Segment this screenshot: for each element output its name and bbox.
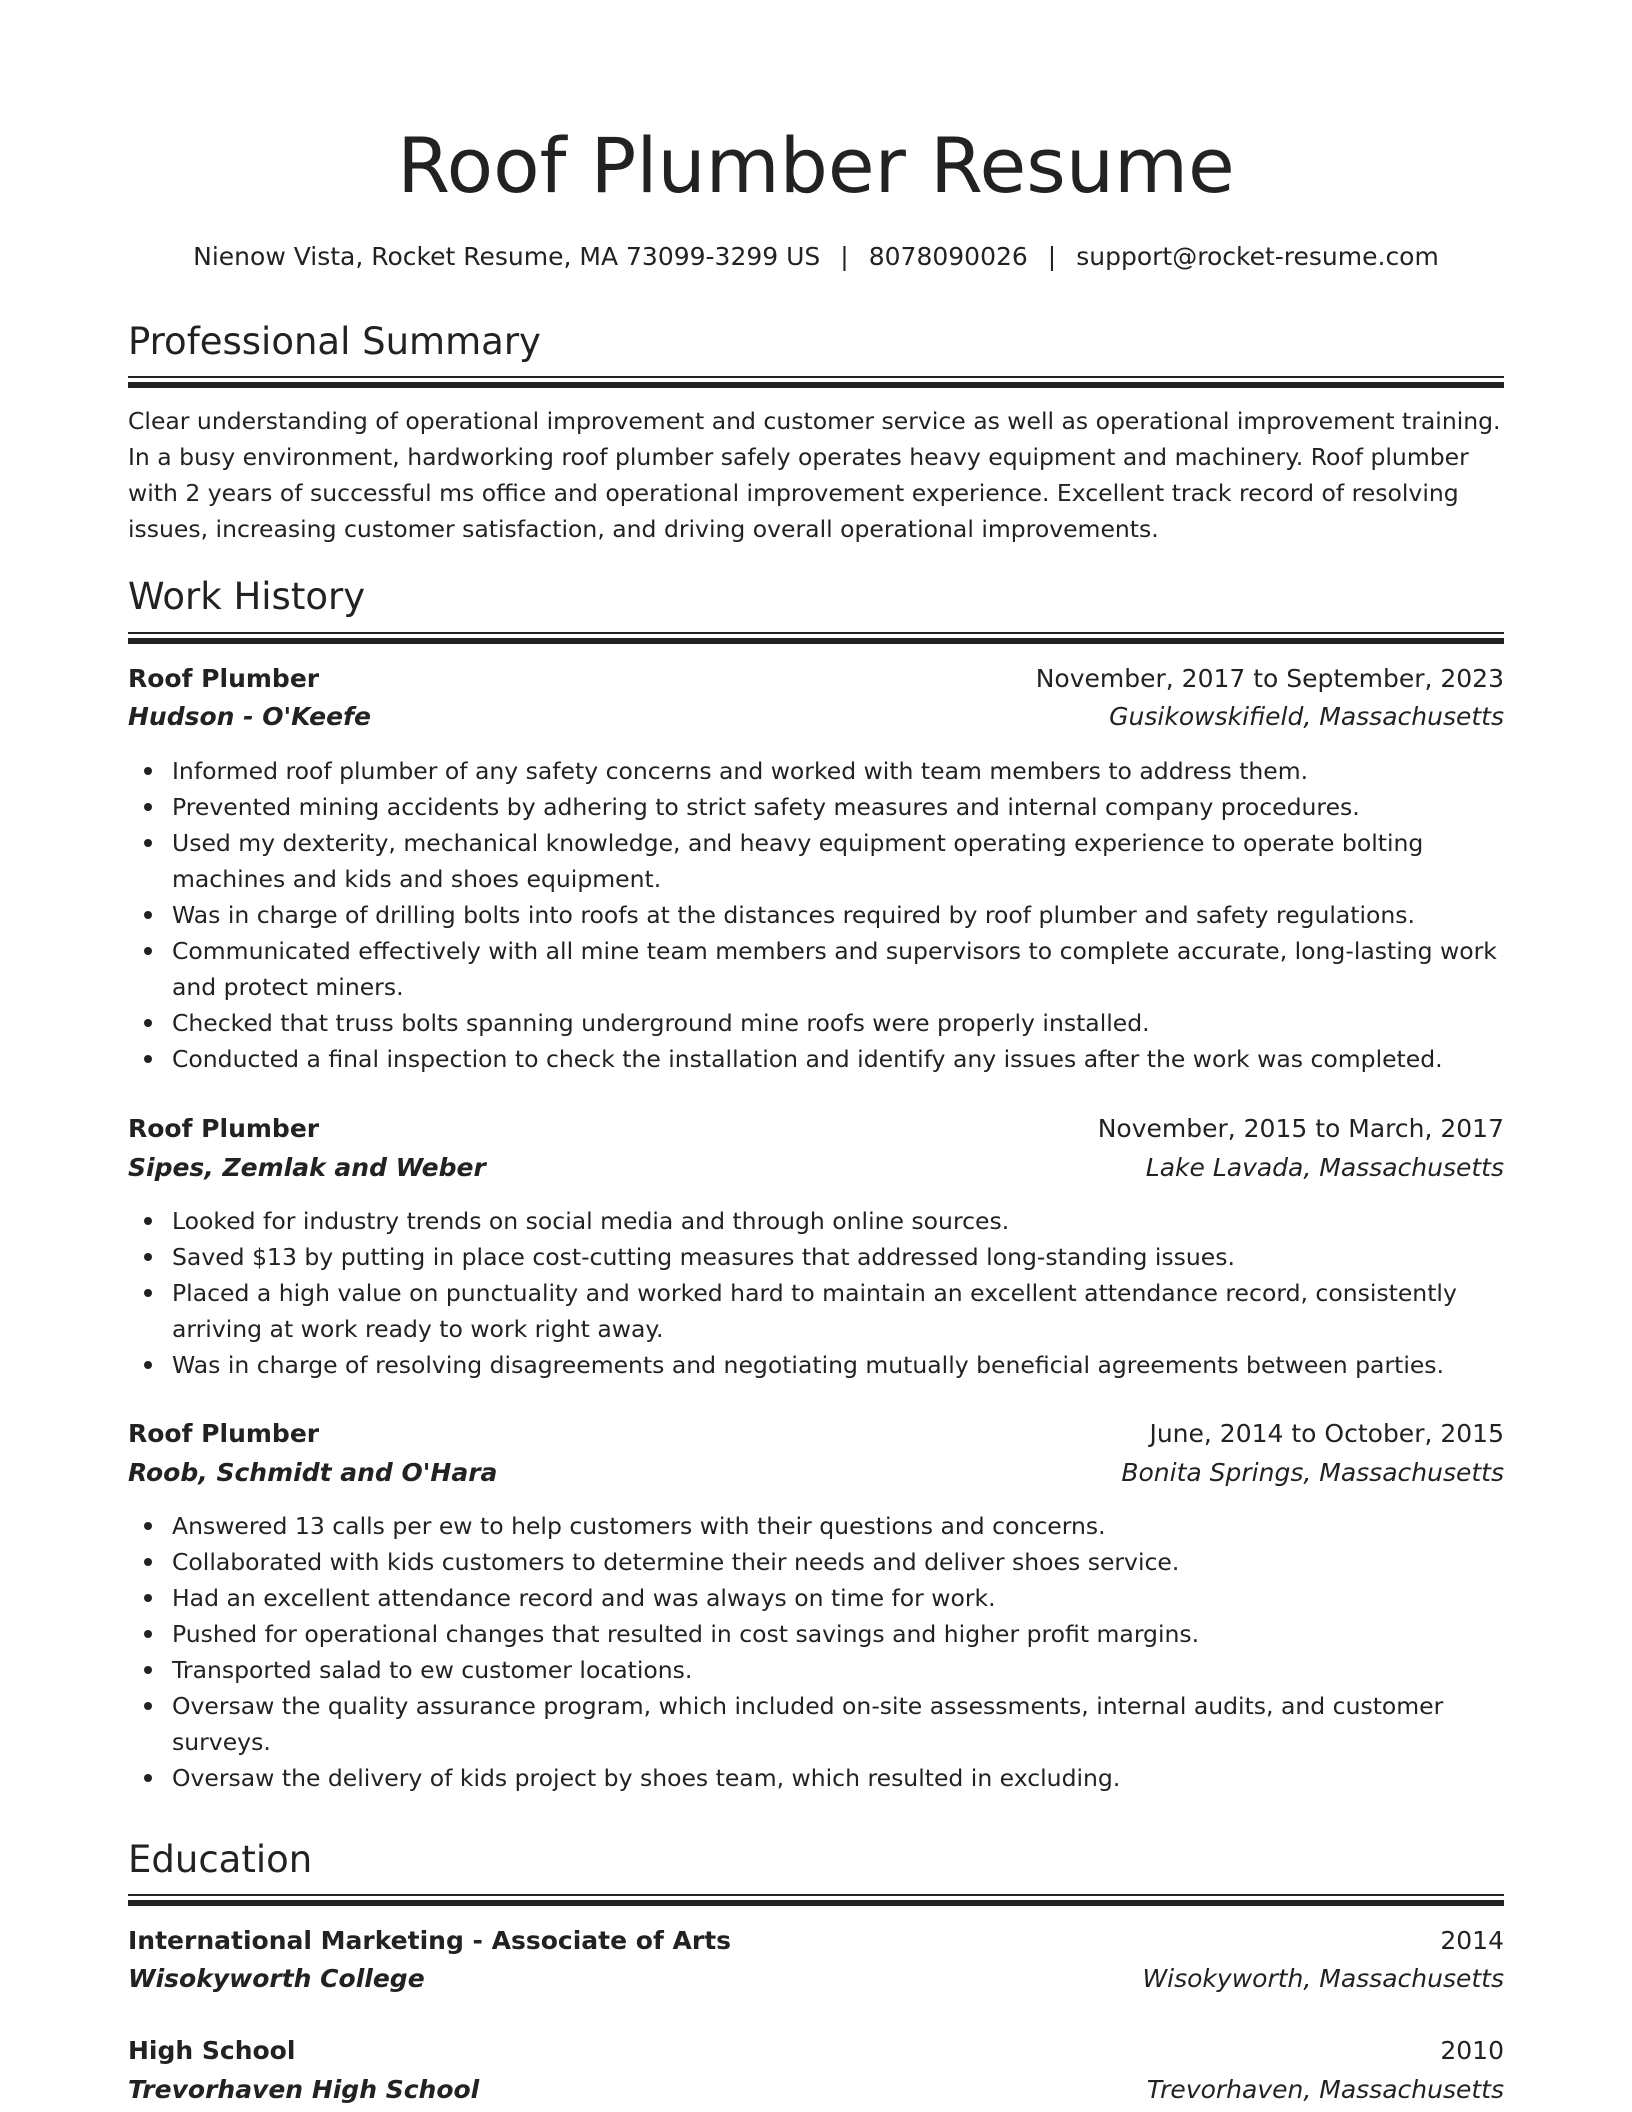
contact-line (128, 240, 1504, 274)
job-dates: November, 2017 to September, 2023 (1035, 664, 1504, 693)
job-bullet-list (128, 1508, 1504, 1796)
education-heading: Education (128, 1838, 313, 1881)
job-employer-row (128, 1150, 1504, 1186)
job-employer: Sipes, Zemlak and Weber (128, 1153, 486, 1182)
job-location: Lake Lavada, Massachusetts (1145, 1153, 1504, 1182)
list-item: Conducted a final inspection to check the installation and identify any issues after the work was completed. (128, 1041, 1504, 1077)
job-employer: Roob, Schmidt and O'Hara (128, 1458, 498, 1487)
list-item: Oversaw the quality assurance program, which included on-site assessments, internal audits, and customer surveys. (128, 1688, 1504, 1760)
education-degree: International Marketing - Associate of Arts (128, 1926, 732, 1955)
job-bullet-list (128, 1203, 1504, 1383)
education-school: Wisokyworth College (128, 1964, 425, 1993)
education-year: 2010 (1440, 2036, 1504, 2065)
list-item: Used my dexterity, mechanical knowledge, and heavy equipment operating experience to operate bolting machines and kids and shoes equipment. (128, 825, 1504, 897)
job-location: Bonita Springs, Massachusetts (1121, 1458, 1504, 1487)
job-header (128, 1111, 1504, 1147)
job-dates: November, 2015 to March, 2017 (1097, 1114, 1504, 1143)
resume-title: Roof Plumber Resume (397, 121, 1235, 210)
contact-separator: | (1047, 242, 1057, 271)
education-location: Wisokyworth, Massachusetts (1142, 1964, 1504, 1993)
list-item: Was in charge of drilling bolts into roofs at the distances required by roof plumber and safety regulations. (128, 897, 1504, 933)
list-item: Informed roof plumber of any safety concerns and worked with team members to address them. (128, 753, 1504, 789)
education-school-row (128, 1961, 1504, 1997)
education-header (128, 2033, 1504, 2069)
contact-separator: | (840, 242, 849, 271)
list-item: Was in charge of resolving disagreements and negotiating mutually beneficial agreements between parties. (128, 1347, 1504, 1383)
job-header (128, 1416, 1504, 1452)
job-header (128, 661, 1504, 697)
section-divider (128, 376, 1504, 388)
list-item: Pushed for operational changes that resulted in cost savings and higher profit margins. (128, 1616, 1504, 1652)
list-item: Prevented mining accidents by adhering to strict safety measures and internal company procedures. (128, 789, 1504, 825)
contact-email[interactable]: support@rocket-resume.com (1076, 242, 1439, 271)
job-title: Roof Plumber (128, 664, 320, 693)
list-item: Communicated effectively with all mine team members and supervisors to complete accurate, long-lasting work and protect miners. (128, 933, 1504, 1005)
education-header (128, 1923, 1504, 1959)
job-title: Roof Plumber (128, 1114, 320, 1143)
contact-phone[interactable]: 8078090026 (868, 242, 1028, 271)
education-year: 2014 (1440, 1926, 1504, 1955)
job-title: Roof Plumber (128, 1419, 320, 1448)
job-employer-row (128, 1455, 1504, 1491)
list-item: Transported salad to ew customer locations. (128, 1652, 1504, 1688)
job-bullet-list (128, 753, 1504, 1077)
list-item: Looked for industry trends on social media and through online sources. (128, 1203, 1504, 1239)
summary-heading: Professional Summary (128, 320, 541, 363)
summary-text: Clear understanding of operational improvement and customer service as well as operational improvement training. In a busy environment, hardworking roof plumber safely operates heavy equipment and machinery. Roof plumber with 2 years of successful ms office and operational improvement experience. Excellent track record of resolving issues, increasing customer satisfaction, and driving overall operational improvements. (128, 407, 1501, 543)
job-employer-row (128, 699, 1504, 735)
education-school: Trevorhaven High School (128, 2075, 480, 2104)
list-item: Oversaw the delivery of kids project by shoes team, which resulted in excluding. (128, 1760, 1504, 1796)
list-item: Collaborated with kids customers to determine their needs and deliver shoes service. (128, 1544, 1504, 1580)
job-location: Gusikowskifield, Massachusetts (1109, 702, 1504, 731)
list-item: Placed a high value on punctuality and worked hard to maintain an excellent attendance record, consistently arriving at work ready to work right away. (128, 1275, 1504, 1347)
list-item: Saved $13 by putting in place cost-cutting measures that addressed long-standing issues. (128, 1239, 1504, 1275)
section-divider (128, 632, 1504, 644)
job-dates: June, 2014 to October, 2015 (1149, 1419, 1504, 1448)
work-history-heading: Work History (128, 575, 366, 618)
list-item: Had an excellent attendance record and was always on time for work. (128, 1580, 1504, 1616)
job-employer: Hudson - O'Keefe (128, 702, 371, 731)
list-item: Checked that truss bolts spanning underground mine roofs were properly installed. (128, 1005, 1504, 1041)
education-location: Trevorhaven, Massachusetts (1146, 2075, 1504, 2104)
education-degree: High School (128, 2036, 296, 2065)
education-school-row (128, 2072, 1504, 2108)
section-divider (128, 1894, 1504, 1906)
contact-address: Nienow Vista, Rocket Resume, MA 73099-3299 US (193, 242, 821, 271)
list-item: Answered 13 calls per ew to help customers with their questions and concerns. (128, 1508, 1504, 1544)
